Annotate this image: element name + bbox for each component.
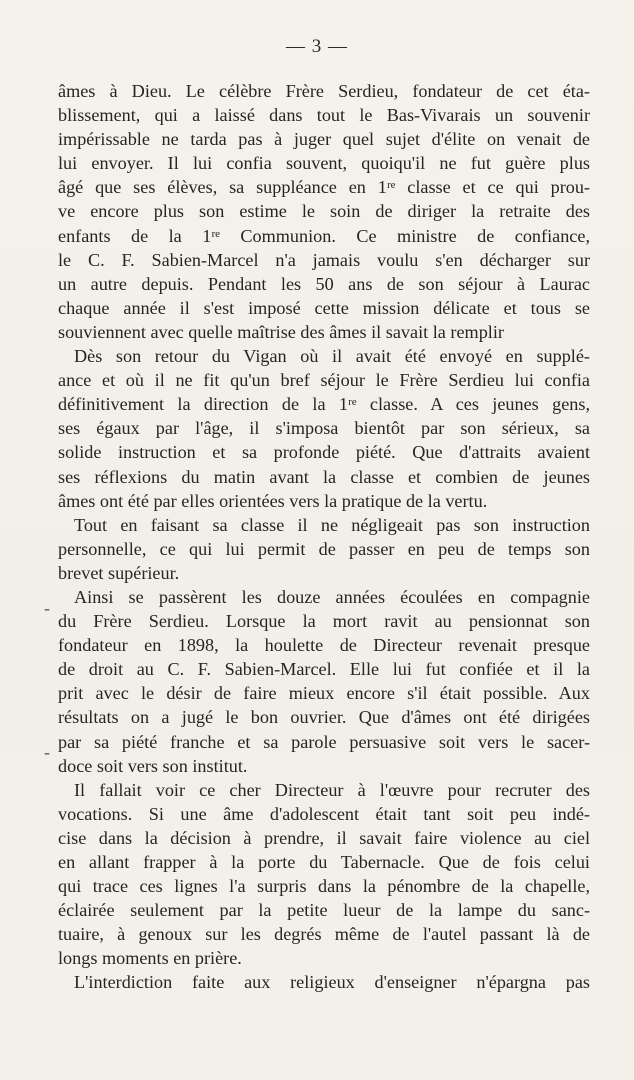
text-line: ance et où il ne fit qu'un bref séjour le Frère Serdieu lui confia	[58, 370, 590, 391]
text-line: en allant frapper à la porte du Tabernacle. Que de fois celui	[58, 852, 590, 872]
text-line: doce soit vers son institut.	[58, 755, 248, 776]
paragraph-start-line: Il fallait voir ce cher Directeur à l'œuvre pour recruter des	[74, 779, 590, 800]
text-line: de droit au C. F. Sabien-Marcel. Elle lui fut confiée et il la	[58, 659, 590, 680]
text-line: ve encore plus son estime le soin de diriger la retraite des	[58, 201, 590, 222]
text-line: un autre depuis. Pendant les 50 ans de son séjour à Laurac	[58, 273, 590, 294]
text-line: du Frère Serdieu. Lorsque la mort ravit au pensionnat son	[58, 611, 590, 632]
paragraph-start-line: Dès son retour du Vigan où il avait été envoyé en supplé-	[74, 346, 590, 367]
text-line: personnelle, ce qui lui permit de passer en peu de temps son	[58, 538, 590, 559]
text-line: brevet supérieur.	[58, 562, 180, 583]
margin-mark: -	[44, 742, 50, 762]
paragraph-start-line: Ainsi se passèrent les douze années écoulées en compagnie	[74, 586, 590, 607]
text-line: tuaire, à genoux sur les degrés même de l'autel passant là de	[58, 924, 590, 945]
margin-mark: -	[44, 598, 50, 618]
text-line: solide instruction et sa profonde piété. Que d'attraits avaient	[58, 442, 590, 463]
text-line: longs moments en prière.	[58, 948, 242, 969]
text-line: souviennent avec quelle maîtrise des âmes il savait la remplir	[58, 321, 504, 342]
text-line: par sa piété franche et sa parole persuasive soit vers le sacer-	[58, 731, 590, 752]
text-line: qui trace ces lignes l'a surpris dans la pénombre de la chapelle,	[58, 876, 590, 897]
text-line: chaque année il s'est imposé cette mission délicate et tous se	[58, 297, 590, 318]
text-line: âmes ont été par elles orientées vers la pratique de la vertu.	[58, 490, 488, 511]
paragraph-start-line: L'interdiction faite aux religieux d'enseigner n'épargna pas	[74, 972, 590, 993]
text-line: prit avec le désir de faire mieux encore s'il était possible. Aux	[58, 683, 590, 704]
text-line: résultats on a jugé le bon ouvrier. Que d'âmes ont été dirigées	[58, 707, 590, 728]
text-line: ses égaux par l'âge, il s'imposa bientôt par son sérieux, sa	[58, 418, 590, 439]
text-line: ses réflexions du matin avant la classe et combien de jeunes	[58, 466, 590, 487]
text-line: définitivement la direction de la 1ʳᵉ classe. A ces jeunes gens,	[58, 394, 590, 415]
text-line: âmes à Dieu. Le célèbre Frère Serdieu, fondateur de cet éta-	[58, 81, 590, 101]
page-number: — 3 —	[286, 36, 348, 57]
text-line: éclairée seulement par la petite lueur de la lampe du sanc-	[58, 900, 590, 921]
text-line: fondateur en 1898, la houlette de Directeur revenait presque	[58, 635, 590, 656]
paragraph-start-line: Tout en faisant sa classe il ne négligeait pas son instruction	[74, 514, 590, 535]
text-line: impérissable ne tarda pas à juger quel sujet d'élite on venait de	[58, 129, 590, 150]
text-line: enfants de la 1ʳᵉ Communion. Ce ministre de confiance,	[58, 225, 590, 246]
text-line: le C. F. Sabien-Marcel n'a jamais voulu s'en décharger sur	[58, 249, 590, 270]
body-text	[58, 79, 590, 995]
text-line: blissement, qui a laissé dans tout le Bas-Vivarais un souvenir	[58, 105, 590, 126]
text-line: vocations. Si une âme d'adolescent était tant soit peu indé-	[58, 803, 590, 824]
text-line: lui envoyer. Il lui confia souvent, quoiqu'il ne fut guère plus	[58, 153, 590, 174]
text-line: âgé que ses élèves, sa suppléance en 1ʳᵉ classe et ce qui prou-	[58, 177, 590, 198]
text-line: cise dans la décision à prendre, il savait faire violence au ciel	[58, 827, 590, 848]
